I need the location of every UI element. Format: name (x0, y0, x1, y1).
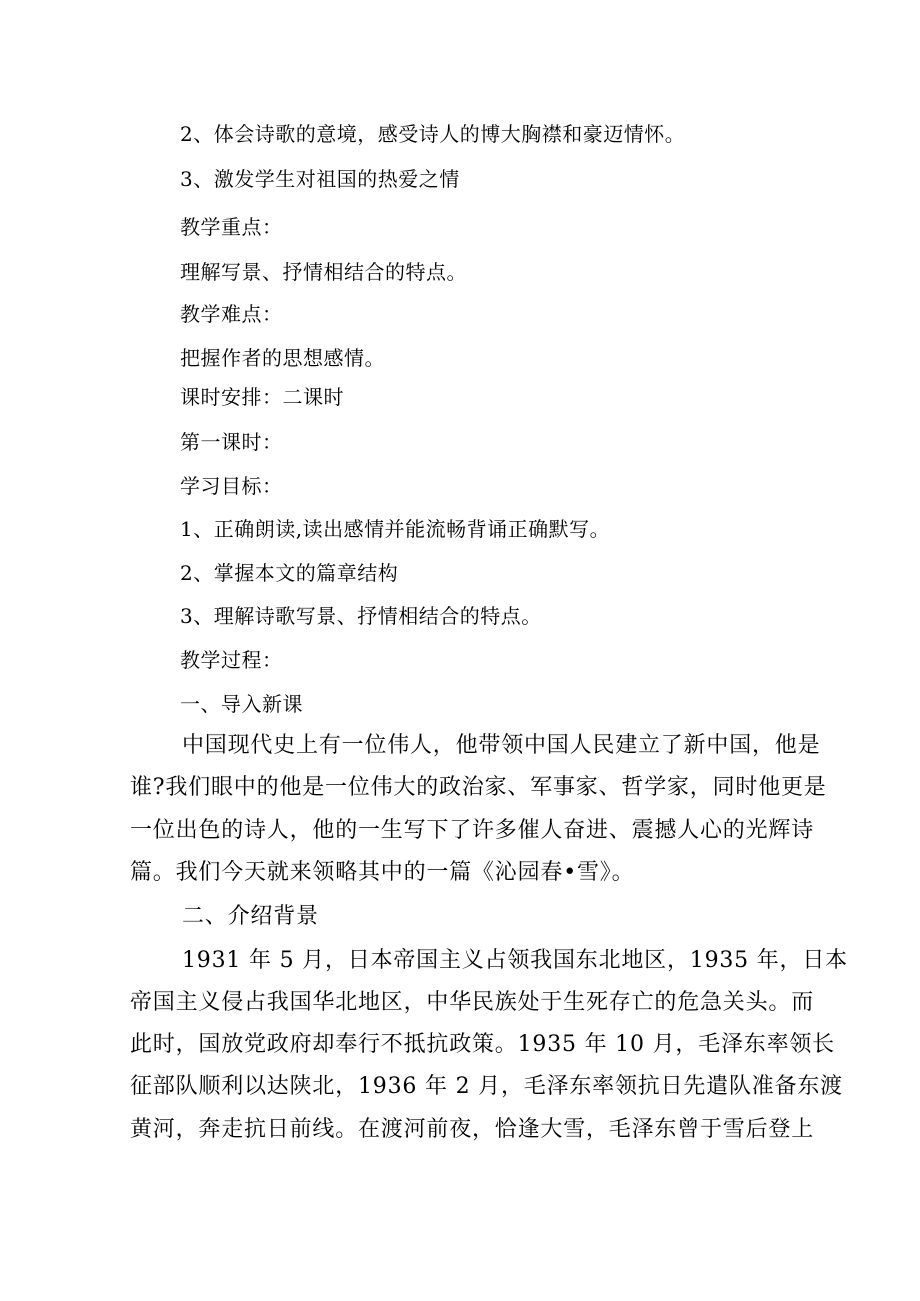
learning-goals-heading: 学习目标： (180, 474, 283, 498)
background-paragraph-line-2: 帝国主义侵占我国华北地区，中华民族处于生死存亡的危急关头。而 (130, 990, 815, 1015)
difficult-points-text: 把握作者的思想感情。 (180, 346, 385, 370)
objective-line-2: 2、体会诗歌的意境，感受诗人的博大胸襟和豪迈情怀。 (180, 122, 686, 146)
background-paragraph-line-3: 此时，国放党政府却奉行不抵抗政策。1935 年 10 月，毛泽东率领长 (130, 1032, 835, 1057)
learning-goal-2: 2、掌握本文的篇章结构 (180, 561, 399, 585)
key-points-heading: 教学重点： (180, 215, 283, 239)
section-2-heading: 二、介绍背景 (182, 904, 319, 929)
difficult-points-heading: 教学难点： (180, 302, 283, 326)
background-paragraph-line-5: 黄河，奔走抗日前线。在渡河前夜，恰逢大雪，毛泽东曾于雪后登上 (130, 1117, 815, 1142)
section-1-heading: 一、导入新课 (180, 692, 303, 716)
teaching-process-heading: 教学过程： (180, 648, 283, 672)
schedule-line: 课时安排：二课时 (180, 385, 344, 409)
intro-paragraph-line-4: 篇。我们今天就来领略其中的一篇《沁园春•雪》。 (130, 860, 635, 885)
key-points-text: 理解写景、抒情相结合的特点。 (180, 260, 467, 284)
objective-line-3: 3、激发学生对祖国的热爱之情 (180, 167, 460, 191)
learning-goal-1: 1、正确朗读,读出感情并能流畅背诵正确默写。 (180, 517, 611, 541)
intro-paragraph-line-3: 一位出色的诗人，他的一生写下了许多催人奋进、震撼人心的光辉诗 (130, 818, 815, 843)
background-paragraph-line-4: 征部队顺利以达陕北，1936 年 2 月，毛泽东率领抗日先遣队准备东渡 (130, 1074, 843, 1099)
intro-paragraph-line-1: 中国现代史上有一位伟人，他带领中国人民建立了新中国，他是 (182, 733, 821, 758)
learning-goal-3: 3、理解诗歌写景、抒情相结合的特点。 (180, 604, 542, 628)
background-paragraph-line-1: 1931 年 5 月，日本帝国主义占领我国东北地区，1935 年，日本 (182, 948, 848, 973)
intro-paragraph-line-2: 谁?我们眼中的他是一位伟大的政治家、军事家、哲学家，同时他更是 (130, 775, 827, 800)
first-lesson-heading: 第一课时： (180, 430, 283, 454)
